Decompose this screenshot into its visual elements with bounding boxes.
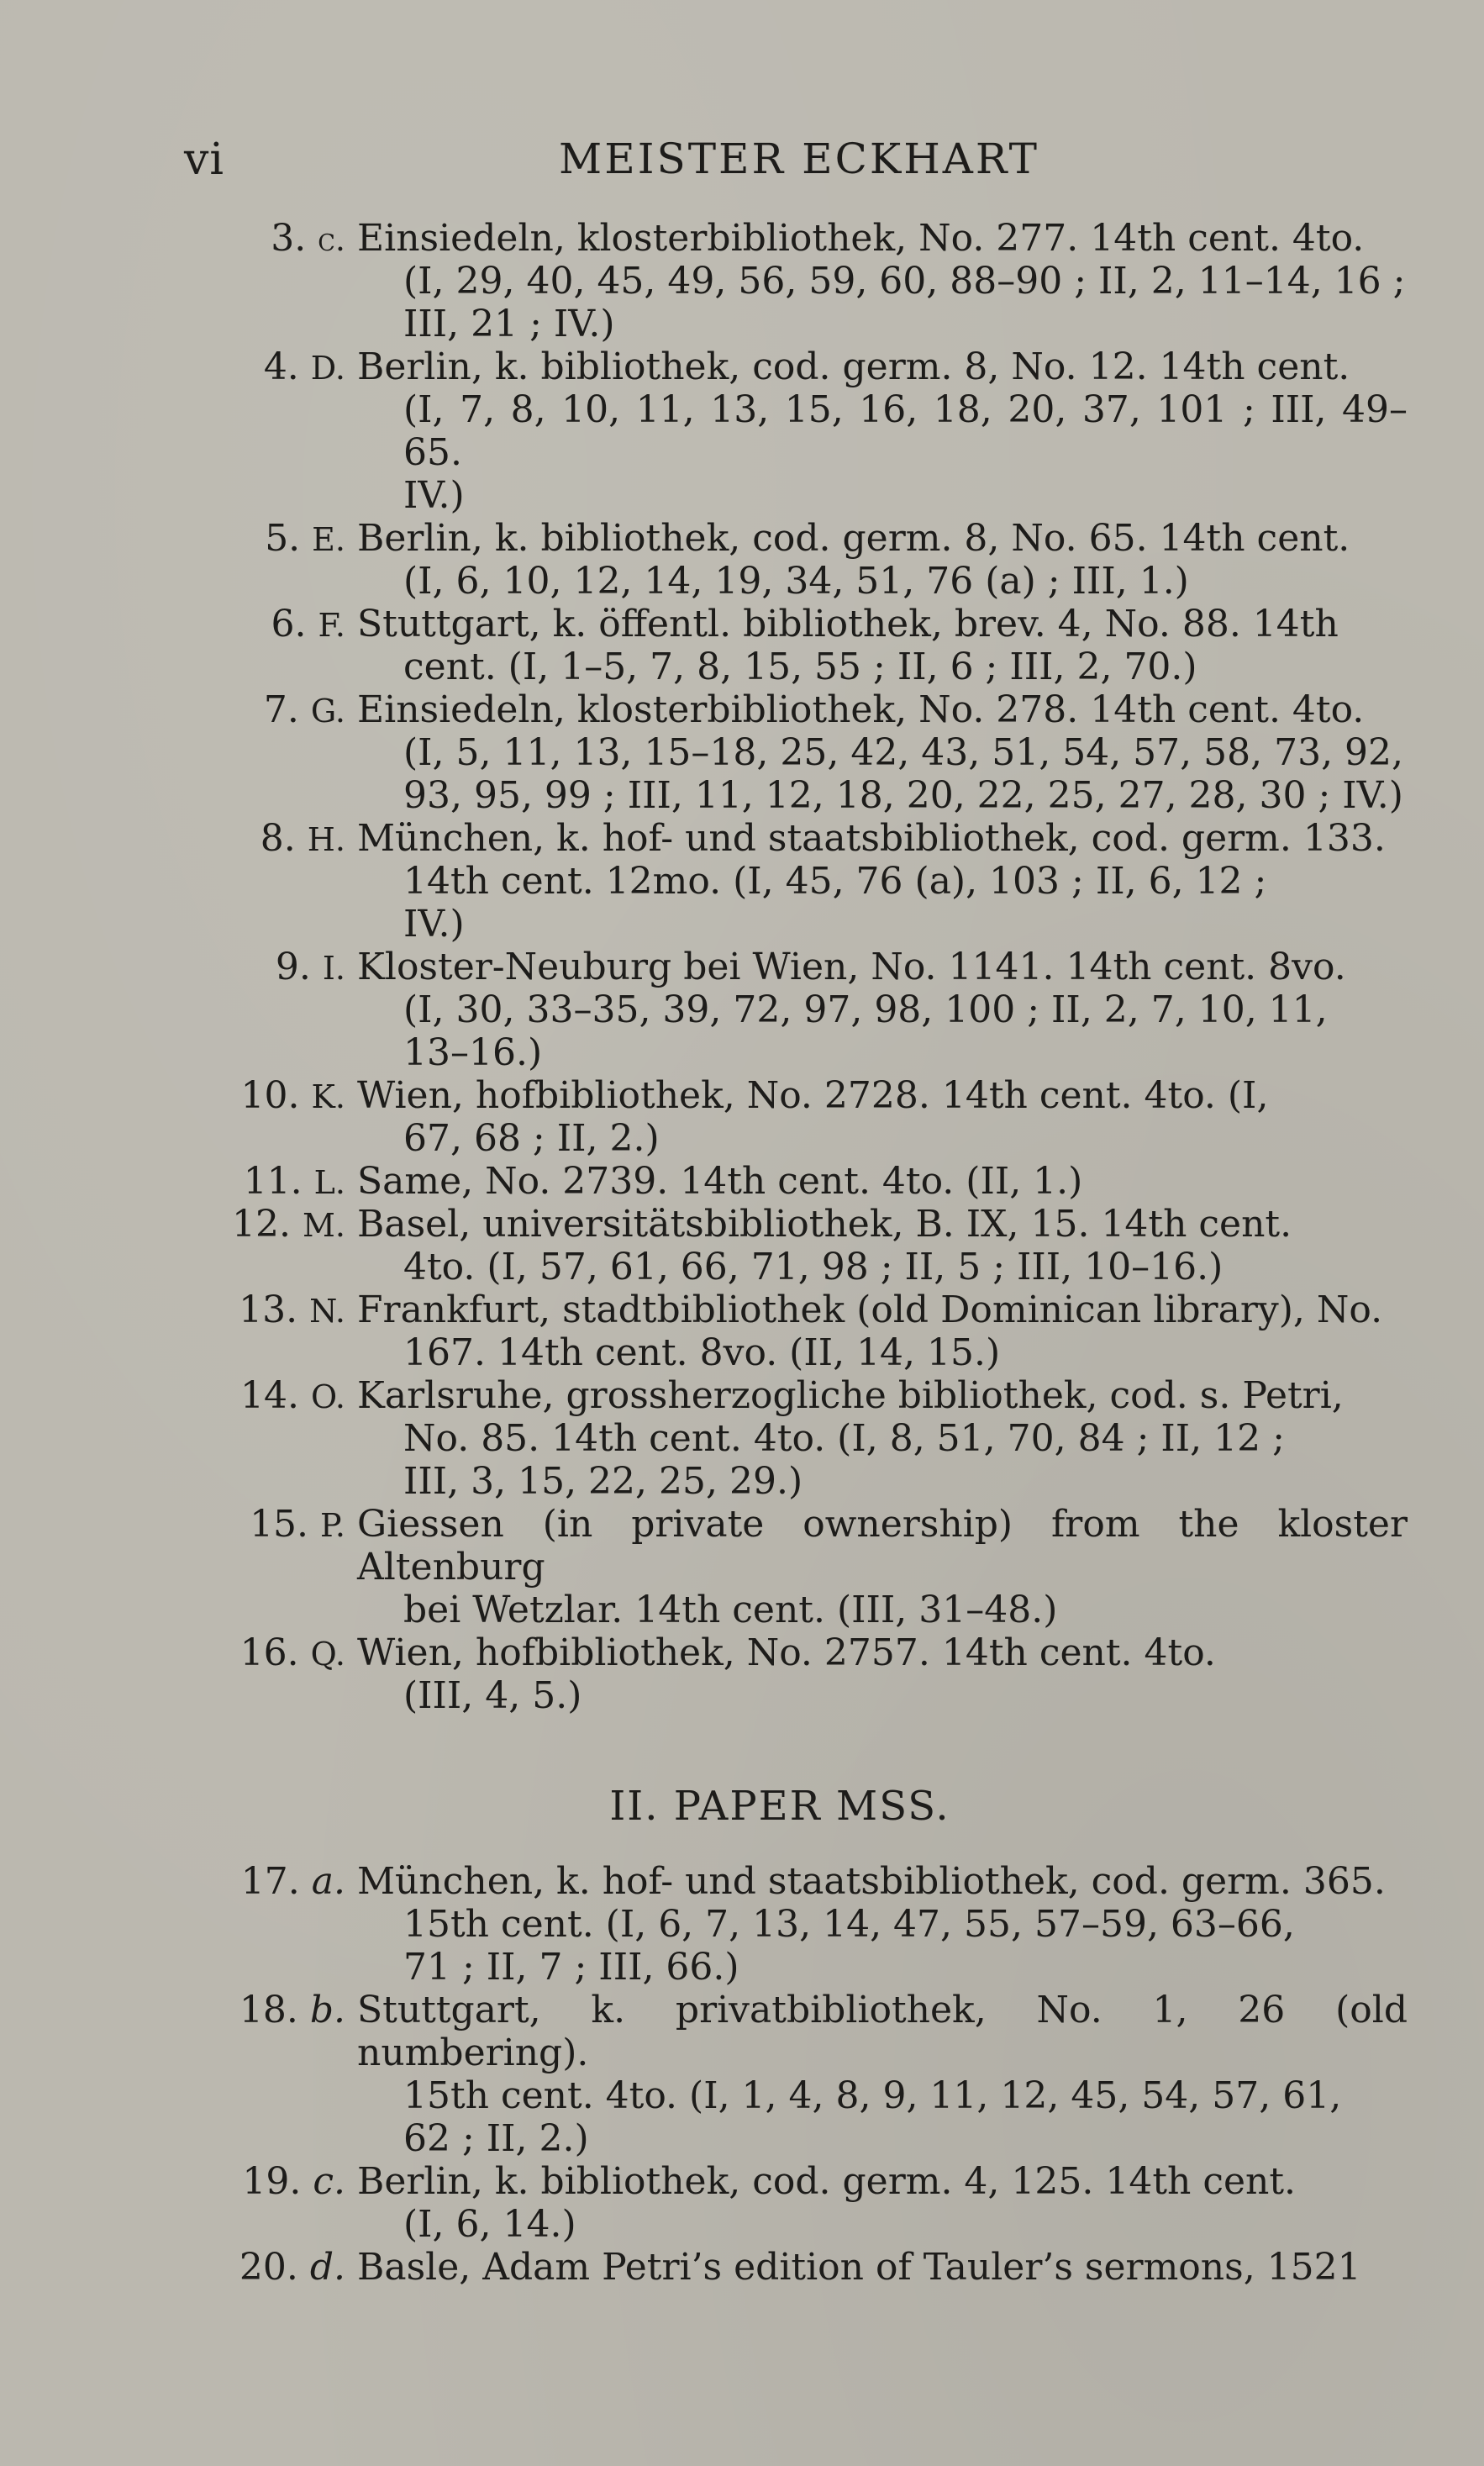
entry-continuation: 15th cent. 4to. (I, 1, 4, 8, 9, 11, 12, 45, 54, 57, 61, [403, 2074, 1342, 2117]
manuscript-entry [250, 1503, 1408, 1631]
paper-mss-entries [0, 1860, 1484, 2289]
manuscript-entry [239, 2246, 1408, 2289]
entry-continuation: IV.) [403, 474, 465, 517]
entry-index: 10. [240, 1074, 300, 1117]
manuscript-entry [240, 1860, 1408, 1989]
entry-index: 8. [260, 817, 296, 860]
parchment-mss-entries [0, 217, 1484, 1717]
folio: vi [184, 134, 225, 185]
entry-text: Giessen (in private ownership) from the kloster Altenburg [357, 1503, 1408, 1589]
entry-siglum: b. [309, 1989, 345, 2031]
entry-siglum: I. [322, 950, 345, 987]
entry-continuation: 4to. (I, 57, 61, 66, 71, 98 ; II, 5 ; III, 10–16.) [403, 1246, 1224, 1288]
entry-continuation: cent. (I, 1–5, 7, 8, 15, 55 ; II, 6 ; III, 2, 70.) [403, 645, 1197, 688]
entry-number [276, 946, 345, 990]
entry-continuation: (I, 29, 40, 45, 49, 56, 59, 60, 88–90 ; II, 2, 11–14, 16 ; [403, 260, 1406, 303]
entry-text: München, k. hof- und staatsbibliothek, cod. germ. 365. [357, 1860, 1386, 1903]
manuscript-entry [239, 1288, 1408, 1374]
entry-number [271, 217, 345, 261]
entry-siglum: F. [318, 607, 345, 644]
entry-text: Stuttgart, k. öffentl. bibliothek, brev. 4, No. 88. 14th [357, 603, 1339, 645]
entry-index: 4. [263, 345, 299, 388]
entry-number [240, 1631, 345, 1676]
entry-index: 11. [243, 1160, 303, 1203]
entry-number [264, 345, 345, 390]
entry-siglum: O. [310, 1378, 345, 1415]
entry-number [241, 1074, 345, 1119]
entry-index: 17. [240, 1860, 300, 1903]
manuscript-entry [242, 2160, 1408, 2246]
entry-text: München, k. hof- und staatsbibliothek, cod. germ. 133. [357, 817, 1386, 860]
entry-number [239, 1989, 345, 2031]
entry-number [241, 1860, 345, 1903]
manuscript-entry [271, 603, 1408, 688]
entry-index: 7. [263, 688, 299, 731]
entry-continuation: (I, 30, 33–35, 39, 72, 97, 98, 100 ; II, 2, 7, 10, 11, [403, 988, 1328, 1031]
section-heading: II. PAPER MSS. [609, 1783, 950, 1830]
manuscript-list [0, 217, 1484, 2289]
entry-continuation: 67, 68 ; II, 2.) [403, 1117, 660, 1160]
entry-continuation: 93, 95, 99 ; III, 11, 12, 18, 20, 22, 25, 27, 28, 30 ; IV.) [403, 774, 1403, 817]
entry-index: 3. [271, 217, 307, 260]
entry-number [232, 1203, 345, 1247]
entry-continuation: 167. 14th cent. 8vo. (II, 14, 15.) [403, 1331, 1001, 1374]
entry-siglum: E. [312, 521, 345, 558]
entry-index: 13. [239, 1288, 298, 1331]
entry-continuation: No. 85. 14th cent. 4to. (I, 8, 51, 70, 84 ; II, 12 ; [403, 1417, 1285, 1460]
entry-continuation: (I, 6, 14.) [403, 2203, 576, 2246]
entry-index: 14. [240, 1374, 299, 1417]
entry-index: 6. [271, 603, 307, 645]
entry-index: 16. [239, 1631, 299, 1674]
manuscript-entry [239, 1989, 1408, 2160]
entry-text: Kloster-Neuburg bei Wien, No. 1141. 14th cent. 8vo. [357, 946, 1346, 988]
entry-index: 12. [232, 1203, 291, 1246]
manuscript-entry [265, 517, 1408, 603]
entry-number [260, 817, 345, 862]
entry-continuation: 71 ; II, 7 ; III, 66.) [403, 1946, 739, 1989]
entry-siglum: c. [313, 2160, 345, 2203]
entry-index: 20. [239, 2246, 298, 2289]
entry-number [240, 1374, 345, 1419]
entry-text: Einsiedeln, klosterbibliothek, No. 278. 14th cent. 4to. [357, 688, 1365, 731]
entry-text: Berlin, k. bibliothek, cod. germ. 4, 125. 14th cent. [357, 2160, 1297, 2203]
manuscript-entry [243, 1160, 1408, 1203]
entry-siglum: P. [320, 1507, 345, 1544]
manuscript-entry [271, 217, 1408, 345]
entry-siglum: Q. [310, 1636, 345, 1673]
entry-continuation: IV.) [403, 903, 465, 946]
entry-text: Wien, hofbibliothek, No. 2728. 14th cent. 4to. (I, [357, 1074, 1269, 1117]
entry-continuation: 62 ; II, 2.) [403, 2117, 589, 2160]
entry-continuation: 14th cent. 12mo. (I, 45, 76 (a), 103 ; II, 6, 12 ; [403, 860, 1267, 903]
entry-text: Stuttgart, k. privatbibliothek, No. 1, 26 (old numbering). [357, 1989, 1408, 2074]
entry-index: 5. [265, 517, 301, 560]
entry-continuation: 13–16.) [403, 1031, 543, 1074]
manuscript-entry [232, 1203, 1408, 1288]
manuscript-entry [260, 817, 1408, 946]
entry-siglum: L. [313, 1164, 345, 1201]
entry-siglum: a. [311, 1860, 345, 1903]
manuscript-entry [263, 345, 1408, 517]
entry-number [265, 517, 345, 561]
manuscript-entry [240, 1374, 1408, 1503]
entry-continuation: III, 3, 15, 22, 25, 29.) [403, 1460, 803, 1503]
entry-number [264, 688, 345, 733]
entry-number [239, 2246, 345, 2289]
entry-continuation: (III, 4, 5.) [403, 1674, 582, 1717]
entry-text: Same, No. 2739. 14th cent. 4to. (II, 1.) [357, 1160, 1083, 1203]
entry-number [271, 603, 345, 647]
manuscript-entry [263, 688, 1408, 817]
entry-index: 9. [275, 946, 311, 988]
entry-text: Berlin, k. bibliothek, cod. germ. 8, No. 65. 14th cent. [357, 517, 1350, 560]
entry-text: Einsiedeln, klosterbibliothek, No. 277. 14th cent. 4to. [357, 217, 1365, 260]
entry-index: 15. [250, 1503, 309, 1546]
entry-siglum: M. [303, 1207, 345, 1244]
entry-index: 18. [239, 1989, 298, 2031]
entry-text: Karlsruhe, grossherzogliche bibliothek, cod. s. Petri, [357, 1374, 1344, 1417]
entry-siglum: c. [318, 221, 345, 258]
entry-number [242, 2160, 345, 2203]
manuscript-entry [275, 946, 1408, 1074]
entry-siglum: G. [310, 693, 345, 730]
entry-number [239, 1288, 345, 1333]
manuscript-entry [240, 1074, 1408, 1160]
entry-continuation: 15th cent. (I, 6, 7, 13, 14, 47, 55, 57–59, 63–66, [403, 1903, 1295, 1946]
entry-number [250, 1503, 345, 1547]
entry-text: Wien, hofbibliothek, No. 2757. 14th cent. 4to. [357, 1631, 1216, 1674]
entry-text: Basle, Adam Petri’s edition of Tauler’s sermons, 1521 [357, 2246, 1361, 2289]
entry-siglum: d. [309, 2246, 345, 2289]
entry-continuation: (I, 5, 11, 13, 15–18, 25, 42, 43, 51, 54, 57, 58, 73, 92, [403, 731, 1404, 774]
entry-text: Frankfurt, stadtbibliothek (old Dominican library), No. [357, 1288, 1383, 1331]
entry-continuation: (I, 6, 10, 12, 14, 19, 34, 51, 76 (a) ; III, 1.) [403, 560, 1189, 603]
entry-siglum: N. [309, 1293, 345, 1330]
entry-siglum: K. [311, 1078, 345, 1115]
manuscript-entry [239, 1631, 1408, 1717]
entry-continuation: bei Wetzlar. 14th cent. (III, 31–48.) [403, 1589, 1058, 1631]
entry-text: Basel, universitätsbibliothek, B. IX, 15. 14th cent. [357, 1203, 1292, 1246]
running-head: MEISTER ECKHART [559, 134, 1040, 183]
entry-siglum: D. [310, 350, 345, 387]
entry-continuation: (I, 7, 8, 10, 11, 13, 15, 16, 18, 20, 37, 101 ; III, 49–65. [403, 388, 1408, 474]
entry-text: Berlin, k. bibliothek, cod. germ. 8, No. 12. 14th cent. [357, 345, 1350, 388]
entry-continuation: III, 21 ; IV.) [403, 303, 615, 345]
entry-index: 19. [242, 2160, 302, 2203]
entry-number [244, 1160, 345, 1204]
page-header [0, 134, 1484, 193]
entry-siglum: H. [307, 821, 345, 858]
